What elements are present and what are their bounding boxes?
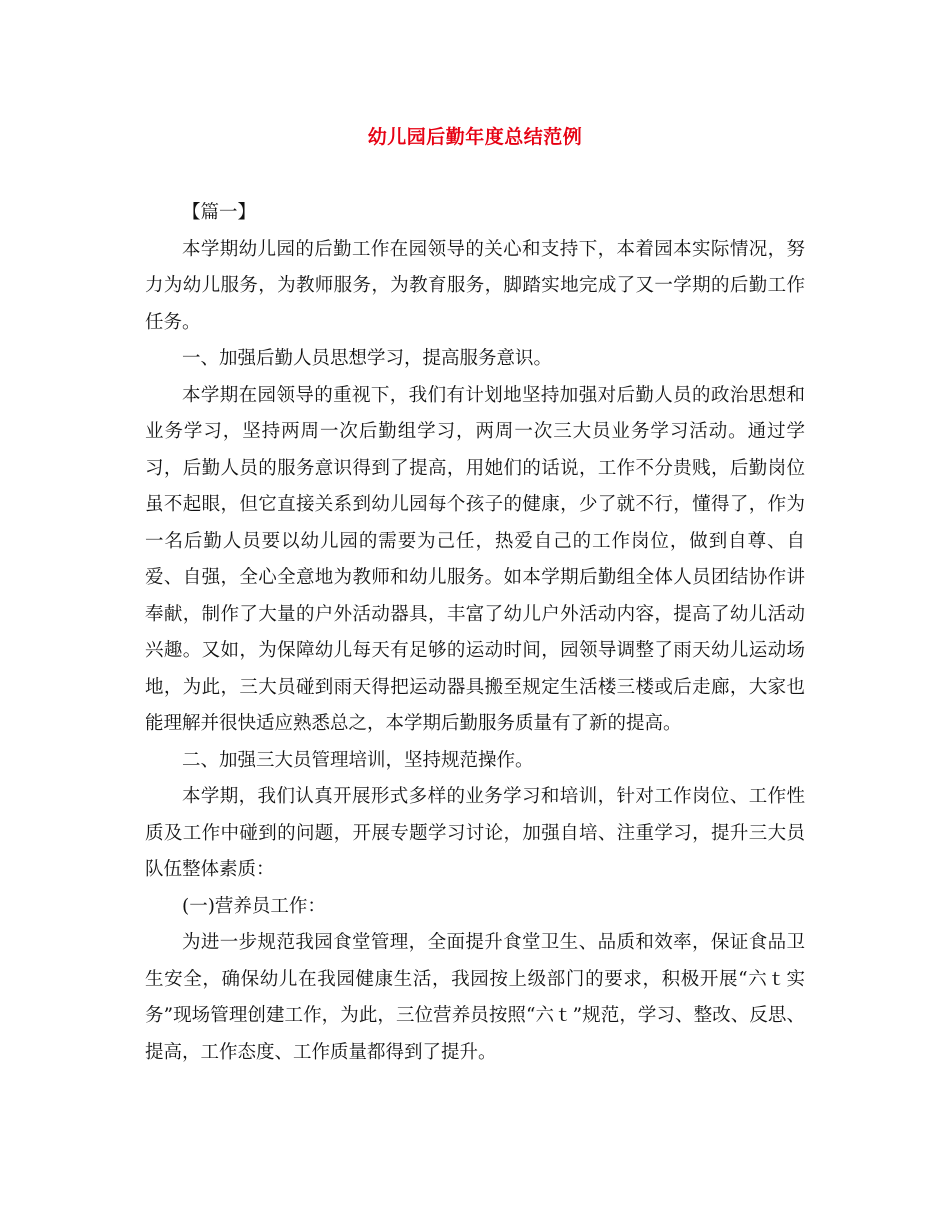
section-heading-2: 二、加强三大员管理培训，坚持规范操作。 xyxy=(182,749,534,771)
document-title: 幼儿园后勤年度总结范例 xyxy=(367,126,583,148)
body-paragraph: 本学期，我们认真开展形式多样的业务学习和培训，针对工作岗位、工作性质及工作中碰到的问题，开展专题学习讨论，加强自培、注重学习，提升三大员队伍整体素质： xyxy=(145,786,805,880)
section-heading-part-one: 【篇一】 xyxy=(182,202,257,223)
intro-paragraph: 本学期幼儿园的后勤工作在园领导的关心和支持下，本着园本实际情况，努力为幼儿服务，为教师服务，为教育服务，脚踏实地完成了又一学期的后勤工作任务。 xyxy=(145,238,805,333)
body-paragraph: 本学期在园领导的重视下，我们有计划地坚持加强对后勤人员的政治思想和业务学习，坚持两周一次后勤组学习，两周一次三大员业务学习活动。通过学习，后勤人员的服务意识得到了提高，用她们的话说，工作不分贵贱，后勤岗位虽不起眼，但它直接关系到幼儿园每个孩子的健康，少了就不行，懂得了，作为一名后勤人员要以幼儿园的需要为己任，热爱自己的工作岗位，做到自尊、自爱、自强，全心全意地为教师和幼儿服务。如本学期后勤组全体人员团结协作讲奉献，制作了大量的户外活动器具，丰富了幼儿户外活动内容，提高了幼儿活动兴趣。又如，为保障幼儿每天有足够的运动时间，园领导调整了雨天幼儿运动场地，为此，三大员碰到雨天得把运动器具搬至规定生活楼三楼或后走廊，大家也能理解并很快适应熟悉总之，本学期后勤服务质量有了新的提高。 xyxy=(145,384,805,734)
subsection-heading-1: (一)营养员工作： xyxy=(182,895,326,917)
section-heading-1: 一、加强后勤人员思想学习，提高服务意识。 xyxy=(182,348,553,369)
document-body xyxy=(145,195,805,1071)
body-paragraph: 为进一步规范我园食堂管理，全面提升食堂卫生、品质和效率，保证食品卫生安全，确保幼儿在我园健康生活，我园按上级部门的要求，积极开展“六ｔ实务”现场管理创建工作，为此，三位营养员按照“六ｔ”规范，学习、整改、反思、提高，工作态度、工作质量都得到了提升。 xyxy=(145,932,805,1063)
